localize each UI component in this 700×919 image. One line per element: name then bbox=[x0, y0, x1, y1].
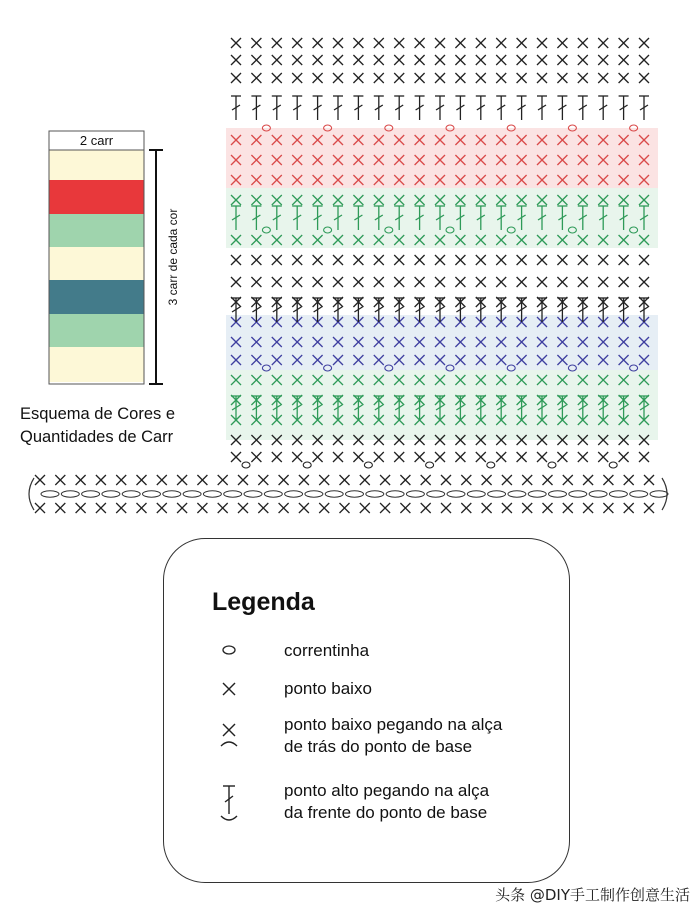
foundation-chain bbox=[609, 491, 627, 497]
foundation-chain bbox=[589, 491, 607, 497]
legend-item-back-loop-line2: de trás do ponto de base bbox=[284, 737, 473, 756]
foundation-chain bbox=[61, 491, 79, 497]
foundation-chain bbox=[264, 491, 282, 497]
legend-item-front-loop-line2: da frente do ponto de base bbox=[284, 803, 488, 822]
foundation-chain bbox=[285, 491, 303, 497]
foundation-chain bbox=[305, 491, 323, 497]
swatch-top-label: 2 carr bbox=[79, 133, 114, 148]
stitch-chain bbox=[609, 462, 617, 468]
foundation-chain bbox=[41, 491, 59, 497]
stitch-chain bbox=[487, 462, 495, 468]
foundation-chain bbox=[467, 491, 485, 497]
front-loop-double-crochet-icon bbox=[215, 782, 243, 826]
swatch-stripe-cream bbox=[49, 347, 144, 382]
legend-item-single-crochet: ponto baixo bbox=[284, 679, 372, 698]
scheme-title-line1: Esquema de Cores e bbox=[20, 405, 176, 423]
swatch-side-label: 3 carr de cada cor bbox=[166, 208, 180, 306]
stitch-chain bbox=[548, 462, 556, 468]
foundation-chain bbox=[488, 491, 506, 497]
swatch-stripe-cream bbox=[49, 150, 144, 180]
foundation-chain bbox=[569, 491, 587, 497]
legend-title: Legenda bbox=[212, 588, 315, 616]
stitch-chain bbox=[426, 462, 434, 468]
foundation-chain bbox=[183, 491, 201, 497]
legend-item-chain: correntinha bbox=[284, 641, 370, 660]
scheme-title bbox=[20, 403, 175, 449]
foundation-chain bbox=[386, 491, 404, 497]
back-loop-single-crochet-icon bbox=[215, 716, 243, 756]
stitch-chain bbox=[303, 462, 311, 468]
scheme-title-line2: Quantidades de Carr bbox=[20, 428, 174, 446]
foundation-chain bbox=[224, 491, 242, 497]
swatch-stripe-mint bbox=[49, 314, 144, 347]
foundation-chain bbox=[82, 491, 100, 497]
foundation-turn-left bbox=[29, 478, 34, 510]
foundation-turn bbox=[662, 478, 667, 510]
legend-item-back-loop-line1: ponto baixo pegando na alça bbox=[284, 715, 503, 734]
foundation-chain bbox=[508, 491, 526, 497]
foundation-chain bbox=[102, 491, 120, 497]
swatch-stripe-cream bbox=[49, 247, 144, 280]
foundation-chain bbox=[163, 491, 181, 497]
swatch-stripe-mint bbox=[49, 214, 144, 247]
foundation-chain bbox=[122, 491, 140, 497]
watermark: 头条 @DIY手工制作创意生活 bbox=[495, 886, 690, 904]
foundation-chain bbox=[650, 491, 668, 497]
foundation-chain bbox=[427, 491, 445, 497]
foundation-chain bbox=[366, 491, 384, 497]
foundation-chain bbox=[244, 491, 262, 497]
foundation-chain bbox=[528, 491, 546, 497]
foundation-chain bbox=[325, 491, 343, 497]
single-crochet-icon bbox=[215, 668, 243, 708]
foundation-chain bbox=[203, 491, 221, 497]
legend-item-back-loop bbox=[284, 714, 502, 758]
legend-item-front-loop bbox=[284, 780, 489, 824]
swatch-stripe-teal bbox=[49, 280, 144, 314]
band-mint-2 bbox=[226, 370, 658, 440]
foundation-chain bbox=[447, 491, 465, 497]
foundation-chain bbox=[143, 491, 161, 497]
foundation-chain bbox=[406, 491, 424, 497]
chain-stitch-icon bbox=[215, 630, 243, 670]
stitch-chain bbox=[364, 462, 372, 468]
swatch-stripe-red bbox=[49, 180, 144, 214]
band-mint bbox=[226, 188, 658, 248]
legend-item-front-loop-line1: ponto alto pegando na alça bbox=[284, 781, 490, 800]
stitch-chain bbox=[242, 462, 250, 468]
foundation-chain bbox=[346, 491, 364, 497]
foundation-chain bbox=[549, 491, 567, 497]
foundation-chain bbox=[630, 491, 648, 497]
